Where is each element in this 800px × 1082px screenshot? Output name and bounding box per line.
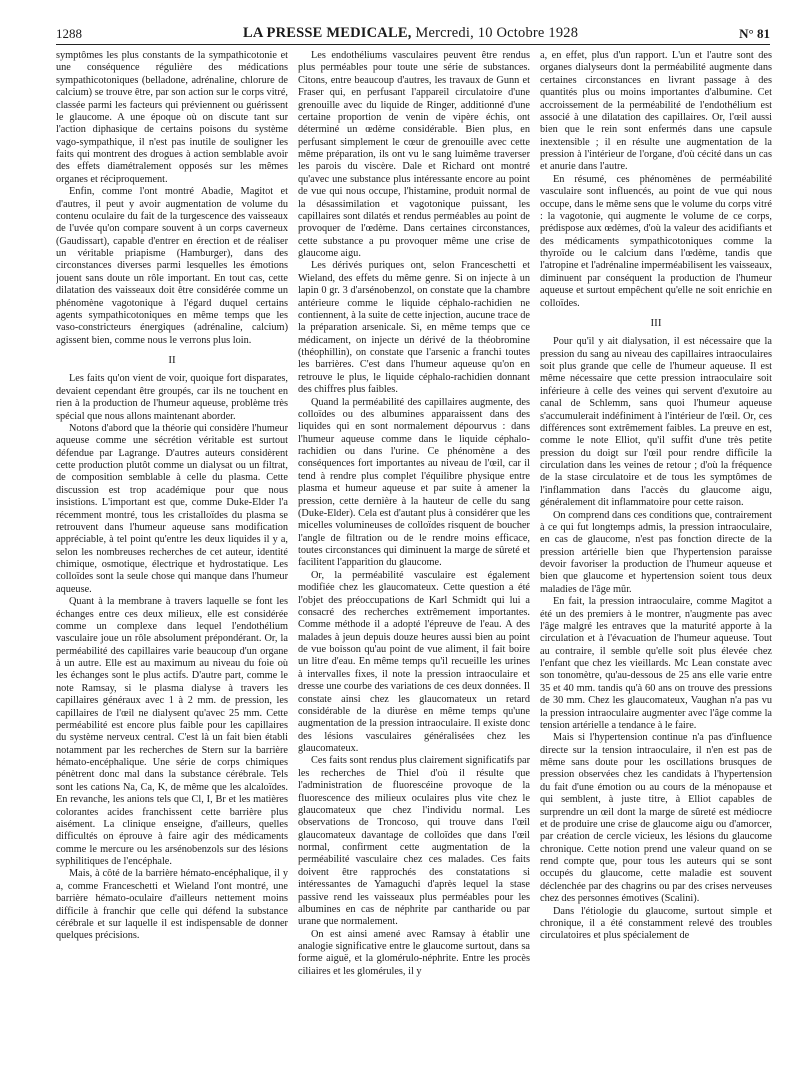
section-heading: III xyxy=(650,316,662,329)
paragraph: Dans l'étiologie du glaucome, surtout simple et chronique, il a été constamment relevé des troubles circulatoires et plus spécialement de xyxy=(540,905,772,942)
paragraph: Quant à la membrane à travers laquelle se font les échanges entre ces deux milieux, elle est considérée comme un complexe dans lequel l'endothélium vasculaire joue un rôle absolument prépondérant. Or, la perméabilité des capillaires varie beaucoup d'un organe à un autre. Elle est au maximum au niveau du foie où les échanges sont le plus actifs. D'autre part, comme le note Ramsay, si le plasma dialyse à travers les capillaires généraux avec 1 à 2 mm. de pression, les capillaires de l'œil ne dialysent qu'avec 25 mm. Cette perméabilité est encore plus faible pour les capillaires du système nerveux central. C'est là un fait bien établi notamment par les recherches de Stern sur la barrière hémato-encéphalique. Une série de corps chimiques pénètrent donc mal dans la substance cérébrale. Tels sont les cations Na, Ca, K, de même que les alcaloïdes. En revanche, les anions tels que Cl, I, Br et les matières colorantes acides franchissent cette barrière plus aisément. La clinique enseigne, d'ailleurs, quelles difficultés on éprouve à faire agir des médicaments comme le mercure ou les arsénobenzols sur des lésions syphilitiques de l'encéphale. xyxy=(56,596,288,867)
page-header xyxy=(56,20,770,45)
paragraph: Les endothéliums vasculaires peuvent être rendus plus perméables pour toute une série de substances. Citons, entre beaucoup d'autres, les travaux de Gunn et Fraser qui, en perfusant l'appareil circulatoire d'une grenouille avec du liquide de Ringer, additionné d'une certaine proportion de venin de vipère échis, ont déterminé un œdème considérable. Bien plus, en perfusant simplement le cœur de grenouille avec cette même préparation, ils ont vu le sang luimême traverser les parois du viscère. Dale et Richard ont montré qu'avec une substance plus intéressante encore au point de vue qui nous occupe, l'histamine, produit normal de la désassimilation et vagotonique puissant, les capillaires sont dilatés et rendus perméables au point de provoquer de l'œdème. Dans certaines circonstances, cette substance a pu provoquer même une crise de glaucome aigu. xyxy=(298,50,530,259)
paragraph: Quand la perméabilité des capillaires augmente, des colloïdes ou des albumines apparaissent dans des liquides qui en sont normalement dépourvus : dans l'humeur aqueuse comme dans le liquide céphalo-rachidien ou dans l'urine. Ce phénomène a des conséquences fort importantes au niveau de l'œil, car il tend à rendre plus complet l'équilibre physique entre plasma et humeur aqueuse et par suite à amener la pression, cette dernière à la hauteur de celle du sang (Duke-Elder). Cela est d'autant plus à considérer que les micelles volumineuses de colloïdes risquent de boucher l'angle de filtration ou de le rendre moins efficace, toutes circonstances qui diminuent la marge de sûreté et facilitent l'apparition du glaucome. xyxy=(298,396,530,569)
paragraph: On est ainsi amené avec Ramsay à établir une analogie significative entre le glaucome surtout, dans sa forme aiguë, et la glomérulo-néphrite. Entre les procès ciliaires et les glomérules, il y xyxy=(298,928,530,977)
paragraph: Ces faits sont rendus plus clairement significatifs par les recherches de Thiel d'où il résulte que l'administration de fluorescéine provoque de la fluorescence des milieux oculaires plus vite chez le glaucomateux que chez l'individu normal. Les observations de Troncoso, qui trouve dans l'œil glaucomateux davantage de colloïdes que dans l'œil normal, confirment cette augmentation de la perméabilité vasculaire chez ces malades. Ces faits doivent être rapprochés des constatations si intéressantes de Yamaguchi d'après lequel la stase passive rend les vaisseaux plus perméables pour les albumines en cas de néphrite par cantharide ou par urane que normalement. xyxy=(298,755,530,928)
article-columns xyxy=(56,50,772,1070)
paragraph: Les dérivés puriques ont, selon Franceschetti et Wieland, des effets du même genre. Si on injecte à un lapin 0 gr. 3 d'arsénobenzol, on constate que la chambre antérieure comme le liquide céphalo-rachidien ne contiennent, à la suite de cette injection, aucune trace de la préparation arsenicale. Si, en même temps que ce médicament, on injecte un dérivé de la théobromine (théophillin), on constate que l'arsenic a franchi toutes les barrières. C'est dans l'humeur aqueuse qu'on en retrouve le plus, le liquide céphalo-rachidien donnant des chiffres plus faibles. xyxy=(298,260,530,396)
column-3 xyxy=(540,50,772,1070)
journal-title: LA PRESSE MEDICALE, xyxy=(242,25,412,41)
journal-title-line xyxy=(243,25,578,42)
paragraph: Mais, à côté de la barrière hémato-encéphalique, il y a, comme Franceschetti et Wieland l'ont montré, une barrière hémato-oculaire d'ailleurs nettement moins difficile à franchir que celle qui défend la substance cérébrale et sur laquelle il est indispensable de donner quelques précisions. xyxy=(56,868,288,942)
paragraph: En fait, la pression intraoculaire, comme Magitot a été un des premiers à le montrer, n'augmente pas avec l'âge malgré les entraves que la maturité apporte à la circulation et à l'évacuation de l'humeur aqueuse. Tout au contraire, il semble qu'elle soit plus élevée chez l'enfant que chez les vieillards. Mc Lean constate avec son tonomètre, qu'au-dessous de 25 ans elle varie entre 35 et 40 mm. tandis qu'à 60 ans on trouve des pressions de 30 mm. Chez les glaucomateux, Vaughan n'a pas vu la pression intraoculaire augmenter avec l'âge comme la tension artérielle a tendance à le faire. xyxy=(540,596,772,731)
paragraph: Or, la perméabilité vasculaire est également modifiée chez les glaucomateux. Cette question a été l'objet des préoccupations de Karl Schmidt qui lui a consacré des recherches extrêmement importantes. Comme méthode il a adopté l'épreuve de l'eau. A des malades à jeun depuis douze heures aussi bien au point de vue boisson qu'au point de vue aliment, il fait boire un litre d'eau. En même temps qu'il recueille les urines à intervalles fixes, il note la pression intraoculaire et dresse une courbe des variations de ces deux données. Il constate ainsi chez les glaucomateux un retard considérable de la diurèse en même temps qu'une augmentation de la pression intraoculaire. Il existe donc des lésions vasculaires généralisées chez les glaucomateux. xyxy=(298,569,530,754)
paragraph: symptômes les plus constants de la sympathicotonie et une conséquence régulière des médications sympathicotoniques (belladone, adrénaline, chlorure de calcium) se trouve être, par son action sur le corps vitré, classée parmi les facteurs qui préviennent ou guérissent le glaucome. A une époque où on discute tant sur l'action diphasique de certains poisons du système vago-sympathique, il n'est pas inutile de souligner les faits qui montrent des drogues à action semblable avoir des effets diamétralement opposés sur les mêmes organes et réciproquement. xyxy=(56,50,288,185)
paragraph: En résumé, ces phénomènes de perméabilité vasculaire sont influencés, au point de vue qui nous occupe, dans le même sens que le volume du corps vitré : la vagotonie, qui augmente le volume de ce corps, prédispose aux œdèmes, d'où la valeur des acidifiants et des médicaments sympathicotoniques comme la thyroïde ou le calcium dans l'œdème, tandis que l'atropine et l'adrénaline imperméabilisent les vaisseaux, diminuent par conséquent la production de l'humeur aqueuse et surtout empêchent qu'elle ne soit enrichie en colloïdes. xyxy=(540,173,772,309)
column-2 xyxy=(298,50,530,1070)
issue-date: Mercredi, 10 Octobre 1928 xyxy=(415,25,579,41)
section-heading: II xyxy=(168,354,176,366)
paragraph: On comprend dans ces conditions que, contrairement à ce qui fut longtemps admis, la pression intraoculaire, en cas de glaucome, n'est pas fonction directe de la pression artérielle bien que l'hypertension paraisse devoir favoriser la production de l'humeur aqueuse et bien que glaucome et hypertension soient tous deux maladies de l'âge mûr. xyxy=(540,509,772,595)
paragraph: Enfin, comme l'ont montré Abadie, Magitot et d'autres, il peut y avoir augmentation de volume du contenu oculaire du fait de la turgescence des vaisseaux de l'uvée qu'on compare souvent à un corps caverneux (Gaudissart), capable d'entrer en érection et de réaliser un véritable priapisme (Hamburger), dans des circonstances diverses parmi lesquelles les émotions jouent sans doute un rôle important. En tout cas, cette dilatation des vaisseaux doit être considérée comme un phénomène vagotonique à l'égard duquel certains agents sympathicotoniques en même temps que les vaso-constricteurs énergiques (adrénaline, calcium) agissent bien, comme nous le verrons plus loin. xyxy=(56,186,288,346)
paragraph: a, en effet, plus d'un rapport. L'un et l'autre sont des organes dialyseurs dont la perméabilité augmente dans certaines circonstances en livrant passage à des quantités plus ou moins importantes d'albumine. Cet accroissement de la perméabilité de l'endothélium est associé à une dilatation des capillaires. Or, l'œil aussi bien que le rein sont enfermés dans une capsule inextensible ; il en résulte une augmentation de la pression à l'intérieur de l'organe, d'où cécité dans un cas et anurie dans l'autre. xyxy=(540,50,772,173)
issue-number: N° 81 xyxy=(739,26,770,41)
page-number: 1288 xyxy=(56,26,82,41)
paragraph: Les faits qu'on vient de voir, quoique fort disparates, devaient cependant être groupés, car ils ne touchent en rien à la production de l'humeur aqueuse, problème très spécial que nous allons maintenant aborder. xyxy=(56,373,288,422)
paragraph: Notons d'abord que la théorie qui considère l'humeur aqueuse comme une sécrétion véritable est surtout défendue par Lagrange. D'autres auteurs considèrent cette production plutôt comme un dialysat ou un filtrat, de composition semblable à celle du plasma. Cette discussion est trop académique pour que nous insistions. L'important est que, comme Duke-Elder l'a récemment montré, tous les cristalloïdes du plasma se retrouvent dans l'humeur aqueuse sans modification appréciable, à tel point qu'entre les deux liquides il y a, selon les nombreuses recherches de cet auteur, identité chimique, osmotique, électrique et hydrostatique. Les colloïdes sont la seule chose qui manque dans l'humeur aqueuse. xyxy=(56,422,288,595)
paragraph: Pour qu'il y ait dialysation, il est nécessaire que la pression du sang au niveau des capillaires intraoculaires soit plus grande que celle de l'humeur aqueuse. Il est même nécessaire que cette pression intraoculaire soit inférieure à celle des veines qui servent d'exutoire au canal de Schlemm, sans quoi l'humeur aqueuse s'accumulerait indéfiniment à l'intérieur de l'œil. Or, ces différences sont extrêmement faibles. La preuve en est, comme le note Elliot, qu'il suffit d'une très petite pression du doigt sur l'œil pour rendre difficile la circulation dans les veines de retour ; d'où la fréquence de la stase circulatoire et de tous les symptômes de l'inflammation dans l'accès du glaucome aigu, généralement dit inflammatoire pour cette raison. xyxy=(540,336,772,509)
column-1 xyxy=(56,50,288,1070)
paragraph: Mais si l'hypertension continue n'a pas d'influence directe sur la tension intraoculaire, il n'en est pas de même sans doute pour les oscillations brusques de pression observées chez les candidats à l'hypertension du fait d'une émotion ou au cours de la ménopause et qui semblent, à juste titre, à Elliot capables de surprendre un œil dont la marge de sûreté est médiocre et de produire une crise de glaucome aigu ou d'amorcer, par création de cercle vicieux, les lésions du glaucome chronique. Cette notion prend une valeur quand on se rend compte que, pour tous les auteurs qui se sont occupés du glaucome, cette maladie est souvent déclenchée par des chagrins ou par des crises nerveuses chez des personnes émotives (Scalini). xyxy=(540,732,772,905)
